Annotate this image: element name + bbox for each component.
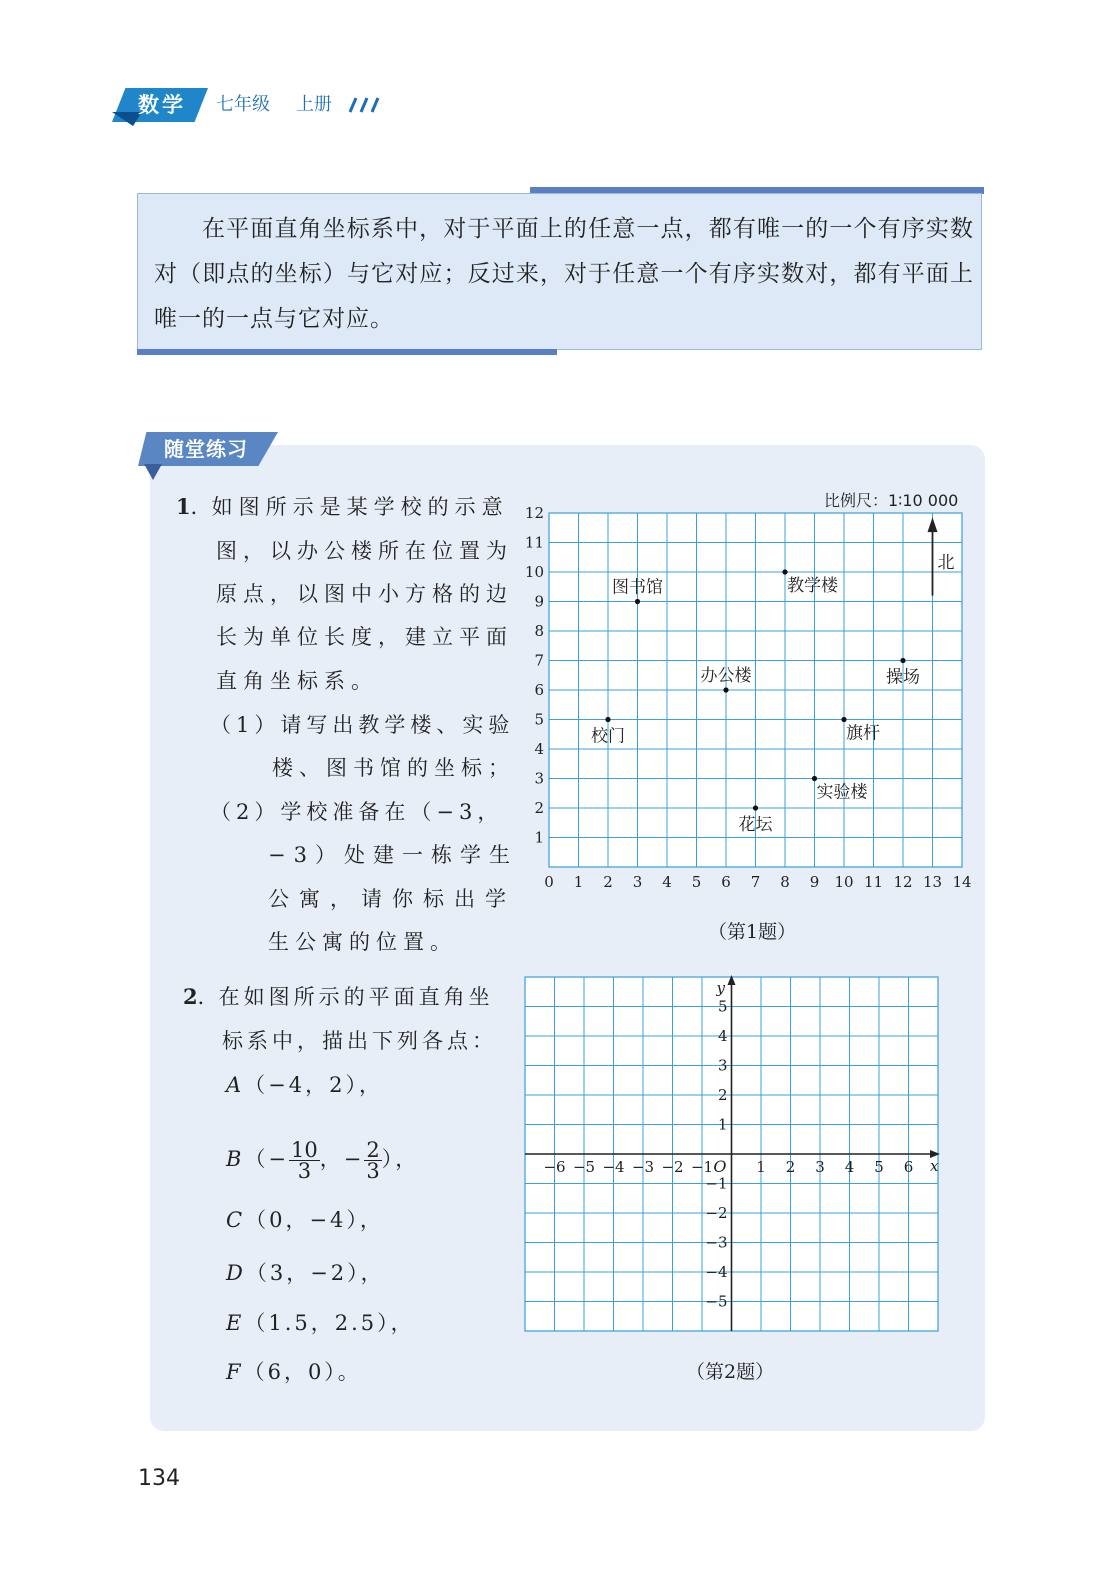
q2-line-2: 标系中，描出下列各点： <box>222 1029 497 1053</box>
north-label: 北 <box>937 553 955 573</box>
point-b-close: ）， <box>381 1147 420 1171</box>
figure2-x-tick-label: 2 <box>785 1158 796 1176</box>
q1-text-1: 如图所示是某学校的示意 <box>211 495 509 519</box>
q1-sub2-line-2: −3）处建一栋学生 <box>268 843 518 867</box>
figure1-x-tick-label: 12 <box>893 873 913 891</box>
q1-line-5: 直角坐标系。 <box>216 669 378 693</box>
figure1-x-tick-label: 10 <box>834 873 854 891</box>
figure2-y-tick-label: 5 <box>717 997 728 1016</box>
figure2-y-tick-label: −1 <box>705 1174 728 1193</box>
point-d-label: D <box>226 1261 246 1285</box>
q1-line-4: 长为单位长度，建立平面 <box>216 625 513 649</box>
origin-label: O <box>713 1157 727 1176</box>
figure1-y-tick-label: 5 <box>534 710 544 729</box>
figure2-x-tick-label: 4 <box>844 1158 855 1176</box>
figure1-caption: （第1题） <box>708 921 797 943</box>
point-b-y-denominator: 3 <box>366 1159 380 1183</box>
point-b-y-fraction <box>364 1140 381 1181</box>
point-a-coords: （−4，2）， <box>244 1073 383 1097</box>
figure2-x-tick-label: −3 <box>631 1158 655 1176</box>
slashes-decoration-icon <box>344 96 384 114</box>
figure1-x-tick-label: 4 <box>662 873 672 891</box>
point-d-item <box>226 1258 385 1288</box>
figure1-point-label: 图书馆 <box>612 577 663 598</box>
q2-text-1: 在如图所示的平面直角坐 <box>218 985 494 1009</box>
figure1-x-tick-label: 5 <box>691 873 702 891</box>
figure1-x-tick-label: 1 <box>573 873 584 891</box>
figure1-y-tick-label: 6 <box>534 681 544 699</box>
q2-number: 2 <box>183 984 198 1009</box>
figure1-x-tick-label: 9 <box>809 873 820 891</box>
figure2-x-tick-label: 1 <box>756 1158 766 1176</box>
figure1-y-tick-label: 10 <box>524 563 544 581</box>
figure1-x-tick-label: 14 <box>952 873 972 891</box>
figure1-point-dot <box>605 717 610 722</box>
q1-sub1-line-1: （1）请写出教学楼、实验 <box>210 713 515 737</box>
figure2-y-tick-label: 2 <box>717 1086 728 1104</box>
figure1-y-tick-label: 12 <box>524 505 544 522</box>
q1-sub1-line-2: 楼、图书馆的坐标； <box>272 756 515 780</box>
figure1-point-dot <box>900 658 905 663</box>
figure1-point-label: 实验楼 <box>816 782 868 803</box>
figure1-y-tick-label: 9 <box>534 592 544 611</box>
figure1-point-dot <box>723 687 728 692</box>
figure2-y-tick-label: −5 <box>705 1292 728 1311</box>
figure2-x-tick-label: −6 <box>543 1158 566 1176</box>
point-b-y-numerator: 2 <box>366 1138 380 1162</box>
point-b-label: B <box>226 1147 245 1171</box>
figure1-y-tick-label: 3 <box>534 769 544 788</box>
figure2-x-tick-label: −4 <box>602 1158 625 1176</box>
q1-line-2: 图，以办公楼所在位置为 <box>216 539 513 563</box>
point-b-x-numerator: 10 <box>291 1138 318 1162</box>
point-b-open: （− <box>244 1147 290 1171</box>
point-e-label: E <box>226 1311 245 1335</box>
x-axis-label: x <box>930 1157 939 1175</box>
practice-title: 随堂练习 <box>164 437 248 461</box>
figure2-y-tick-label: −4 <box>705 1263 728 1281</box>
q1-line-3: 原点，以图中小方格的边 <box>216 582 513 606</box>
figure1-x-tick-label: 11 <box>863 873 884 891</box>
figure1-x-tick-label: 6 <box>721 873 731 891</box>
figure1-scale-label: 比例尺：1∶10 000 <box>824 491 959 510</box>
figure1-y-tick-label: 8 <box>534 622 544 640</box>
figure2-y-tick-label: 3 <box>717 1056 728 1075</box>
figure2-x-tick-label: 3 <box>815 1158 825 1176</box>
point-f-item <box>226 1357 362 1387</box>
figure1-point-label: 办公楼 <box>700 666 752 686</box>
q1-sub2-line-4: 生公寓的位置。 <box>268 930 457 954</box>
figure2-caption: （第2题） <box>686 1361 775 1383</box>
figure2-y-tick-label: −2 <box>705 1204 728 1222</box>
point-d-coords: （3，−2）， <box>245 1261 385 1285</box>
point-c-label: C <box>226 1208 246 1232</box>
q2-line-1: 2．在如图所示的平面直角坐 <box>183 984 494 1009</box>
figure1-x-tick-label: 2 <box>603 873 613 891</box>
q1-line-1: 1．如图所示是某学校的示意 <box>176 494 509 519</box>
point-e-item <box>226 1308 415 1338</box>
figure1-y-tick-label: 7 <box>534 651 544 670</box>
figure1-point-dot <box>812 776 817 781</box>
figure2-x-tick-label: −2 <box>661 1158 684 1176</box>
figure2-y-tick-label: 1 <box>717 1115 728 1134</box>
figure1-point-label: 操场 <box>886 667 920 688</box>
point-b-x-fraction <box>289 1140 320 1181</box>
point-a-label: A <box>226 1073 245 1097</box>
figure1-x-tick-label: 8 <box>780 873 790 891</box>
figure1-point-dot <box>841 717 846 722</box>
definition-text: 在平面直角坐标系中，对于平面上的任意一点，都有唯一的一个有序实数对（即点的坐标）与它对应；反过来，对于任意一个有序实数对，都有平面上唯一的一点与它对应。 <box>154 216 974 332</box>
q1-number: 1 <box>176 494 191 519</box>
figure1-point-dot <box>753 805 758 810</box>
point-f-label: F <box>226 1360 244 1384</box>
point-e-coords: （1.5，2.5）， <box>244 1311 415 1335</box>
figure1-point-label: 教学楼 <box>787 576 838 596</box>
point-b-separator: ，− <box>319 1147 365 1171</box>
figure2-coordinate-plane <box>515 970 945 1338</box>
point-c-item <box>226 1205 384 1235</box>
figure1-y-tick-label: 11 <box>524 533 544 552</box>
point-a-item <box>226 1070 383 1100</box>
header-subject: 数学 <box>138 93 186 117</box>
figure2-y-tick-label: 4 <box>717 1027 728 1045</box>
header-book: 上册 <box>296 94 332 115</box>
point-c-coords: （0，−4）， <box>245 1208 384 1232</box>
figure2-x-tick-label: 6 <box>903 1158 914 1176</box>
figure2-x-tick-label: 5 <box>874 1158 884 1176</box>
figure1-x-tick-label: 3 <box>632 873 643 891</box>
header-grade: 七年级 <box>216 94 270 115</box>
figure1-point-dot <box>635 599 640 604</box>
point-b-x-denominator: 3 <box>297 1159 312 1183</box>
figure2-x-tick-label: −5 <box>572 1158 596 1176</box>
q1-sub2-line-1: （2）学校准备在（−3， <box>210 800 504 824</box>
y-axis-label: y <box>716 979 725 997</box>
figure1-point-label: 校门 <box>591 726 625 747</box>
point-b-item <box>226 1140 419 1181</box>
figure1-x-tick-label: 0 <box>544 873 554 891</box>
figure1-y-tick-label: 4 <box>534 740 544 758</box>
point-f-coords: （6，0）。 <box>243 1360 362 1384</box>
figure1-point-label: 旗杆 <box>846 723 880 744</box>
figure1-point-dot <box>782 569 787 574</box>
figure1-school-map <box>520 505 980 900</box>
figure1-y-tick-label: 1 <box>534 828 544 847</box>
figure1-x-tick-label: 13 <box>922 873 943 891</box>
figure2-x-tick-label: −1 <box>690 1158 714 1176</box>
figure1-y-tick-label: 2 <box>534 799 544 817</box>
page-number: 134 <box>138 1466 180 1491</box>
figure1-point-label: 花坛 <box>738 815 773 835</box>
figure2-y-tick-label: −3 <box>705 1233 728 1252</box>
definition-bottom-bar <box>137 349 557 355</box>
figure1-x-tick-label: 7 <box>750 873 761 891</box>
q1-sub2-line-3: 公寓，请你标出学 <box>268 887 516 911</box>
